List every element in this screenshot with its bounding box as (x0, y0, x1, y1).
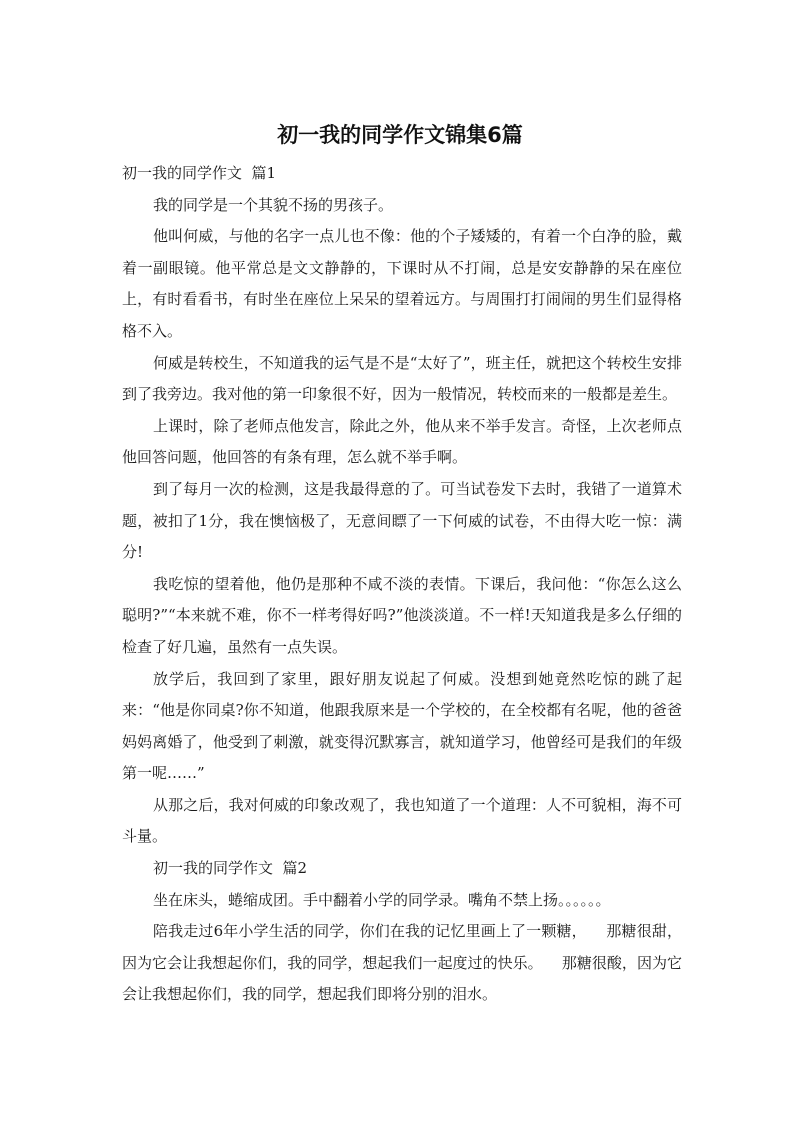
paragraph: 从那之后，我对何威的印象改观了，我也知道了一个道理：人不可貌相，海不可斗量。 (122, 795, 682, 846)
paragraph: 上课时，除了老师点他发言，除此之外，他从来不举手发言。奇怪，上次老师点他回答问题，他回答的有条有理，怎么就不举手啊。 (122, 416, 682, 467)
paragraph: 何威是转校生，不知道我的运气是不是“太好了”，班主任，就把这个转校生安排到了我旁边。我对他的第一印象很不好，因为一般情况，转校而来的一般都是差生。 (122, 353, 682, 404)
document-title: 初一我的同学作文锦集6篇 (277, 123, 523, 147)
paragraph: 到了每月一次的检测，这是我最得意的了。可当试卷发下去时，我错了一道算术题，被扣了1分，我在懊恼极了，无意间瞟了一下何威的试卷，不由得大吃一惊：满分! (122, 479, 682, 562)
paragraph: 放学后，我回到了家里，跟好朋友说起了何威。没想到她竟然吃惊的跳了起来：“他是你同桌?你不知道，他跟我原来是一个学校的，在全校都有名呢，他的爸爸妈妈离婚了，他受到了刺激，就变得沉默寡言，就知道学习，他曾经可是我们的年级第一呢……” (122, 669, 682, 783)
paragraph: 坐在床头，蜷缩成团。手中翻着小学的同学录。嘴角不禁上扬。。。。。。 (153, 890, 611, 909)
paragraph: 陪我走过6年小学生活的同学，你们在我的记忆里画上了一颗糖， 那糖很甜，因为它会让我想起你们，我的同学，想起我们一起度过的快乐。 那糖很酸，因为它会让我想起你们，我的同学，想起我们即将分别的泪水。 (122, 922, 682, 1004)
section-heading-2: 初一我的同学作文 篇2 (153, 859, 308, 878)
paragraph: 我吃惊的望着他，他仍是那种不咸不淡的表情。下课后，我问他：“你怎么这么聪明?”“本来就不难，你不一样考得好吗?”他淡淡道。不一样!天知道我是多么仔细的检查了好几遍，虽然有一点失误。 (122, 574, 682, 656)
paragraph: 我的同学是一个其貌不扬的男孩子。 (153, 195, 394, 214)
section-heading-1: 初一我的同学作文 篇1 (122, 164, 277, 182)
paragraph: 他叫何威，与他的名字一点儿也不像：他的个子矮矮的，有着一个白净的脸，戴着一副眼镜。他平常总是文文静静的，下课时从不打闹，总是安安静静的呆在座位上，有时看看书，有时坐在座位上呆呆的望着远方。与周围打打闹闹的男生们显得格格不入。 (122, 227, 682, 340)
document-body (122, 158, 682, 1011)
